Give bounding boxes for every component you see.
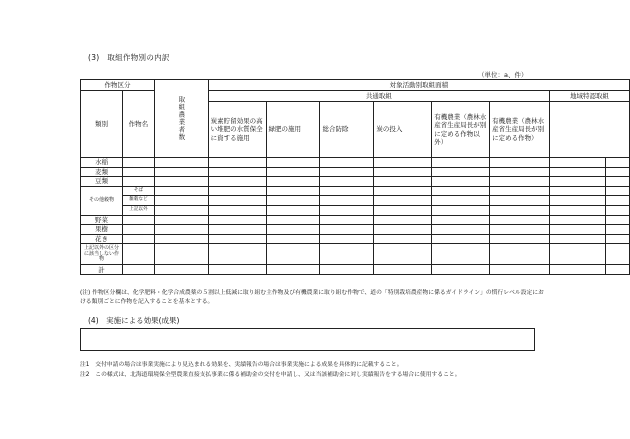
farmers-count-header: 取組農業者数 (154, 80, 208, 158)
effect-title: (4) 実施による効果(成果) (88, 316, 180, 325)
sub-row-label: 雑穀など (122, 196, 154, 206)
activity-header-green-manure: 緑肥の施用 (266, 102, 320, 158)
crop-category-note: (注) 作物区分欄は、化学肥料・化学合成農薬の５割以上低減に取り組む主作物及び有機農業に取り組む作物で、道の「特別栽培農産物に係るガイドライン」の慣行レベル設定における類別ごとに作物を記入することを基本とする。 (80, 290, 544, 305)
table-row (81, 177, 630, 187)
table-row (81, 244, 630, 265)
footnote-1: 注1 交付申請の場合は事業実施により見込まれる効果を、実績報告の場合は事業実施による成果を具体的に記載すること。 (80, 362, 403, 368)
crop-breakdown-table (80, 79, 630, 275)
table-row (81, 205, 630, 215)
crop-name-header: 作物名 (122, 91, 154, 158)
row-label: 野菜 (81, 215, 123, 225)
row-label: 豆類 (81, 177, 123, 187)
footnotes (80, 360, 550, 380)
sub-row-label: 上記以外 (122, 205, 154, 215)
row-label: 花き (81, 234, 123, 244)
unit-label: （単位：a、件） (478, 71, 528, 79)
regional-header: 地域特認取組 (550, 91, 630, 102)
activity-header-compost: 炭素貯留効果の高い堆肥の水質保全に資する施用 (208, 102, 266, 158)
table-row (81, 234, 630, 244)
row-label: 果樹 (81, 225, 123, 235)
common-header: 共通取組 (208, 91, 549, 102)
table-row (81, 225, 630, 235)
activity-header-charcoal: 炭の投入 (374, 102, 432, 158)
table-row (81, 158, 630, 168)
regional-blank (550, 102, 630, 158)
table-row (81, 215, 630, 225)
row-label: 上記以外の区分に該当しない作物 (81, 244, 123, 265)
target-area-header: 対象活動別取組面積 (208, 80, 629, 91)
effect-input-box[interactable] (80, 328, 535, 351)
table-row (81, 196, 630, 206)
crop-category-header: 作物区分 (81, 80, 155, 91)
table-row (81, 167, 630, 177)
table-row (81, 186, 630, 196)
row-label: 計 (81, 265, 123, 275)
activity-header-organic-2: 有機農業（農林水産省生産局長が別に定める作物） (490, 102, 550, 158)
activity-header-ipm: 総合防除 (320, 102, 374, 158)
row-label: その他穀物 (81, 186, 123, 215)
activity-header-organic-1: 有機農業（農林水産省生産局長が別に定める作物以外） (432, 102, 490, 158)
table-row-total (81, 265, 630, 275)
row-label: 水稲 (81, 158, 123, 168)
section-title: (3) 取組作物別の内訳 (88, 53, 170, 62)
footnote-2: 注2 この様式は、北海道環境保全型農業直接支払事業に係る補助金の交付を申請し、又は当該補助金に対し実績報告をする場合に使用すること。 (80, 372, 461, 379)
sub-row-label: そば (122, 186, 154, 196)
row-label: 麦類 (81, 167, 123, 177)
type-header: 類別 (81, 91, 123, 158)
